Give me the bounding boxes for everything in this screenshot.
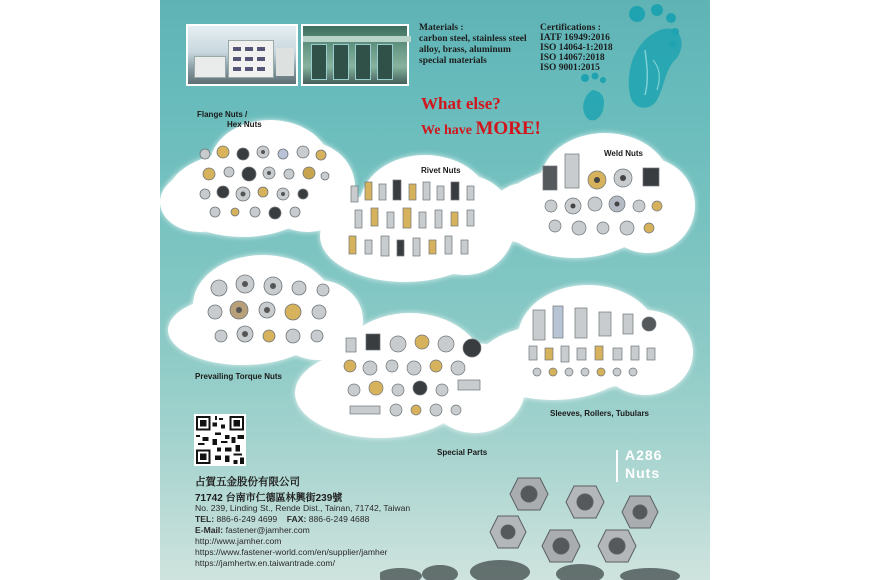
fastener-world-link[interactable]: https://www.fastener-world.com/en/supplier/jamher xyxy=(195,547,388,557)
sleeves-rollers-image xyxy=(525,302,665,387)
tel-label: TEL: xyxy=(195,514,215,524)
website-link[interactable]: http://www.jamher.com xyxy=(195,536,282,546)
label-flange-line2: Hex Nuts xyxy=(227,120,262,129)
label-weld-nuts: Weld Nuts xyxy=(604,149,643,158)
flange-nuts-image xyxy=(195,140,335,225)
label-special-parts: Special Parts xyxy=(437,448,488,457)
a286-line2: Nuts xyxy=(625,465,661,481)
materials-block xyxy=(419,23,537,67)
contact-email xyxy=(195,525,310,535)
footprint-logo-icon xyxy=(565,0,710,125)
taiwantrade-link[interactable]: https://jamhertw.en.taiwantrade.com/ xyxy=(195,558,335,568)
label-rivet-nuts: Rivet Nuts xyxy=(421,166,461,175)
factory-interior-photo xyxy=(301,24,409,86)
company-address-en: No. 239, Linding St., Rende Dist., Tainan, 71742, Taiwan xyxy=(195,503,411,513)
certification-item: ISO 14064-1:2018 xyxy=(540,43,613,53)
slogan-emphasis: MORE! xyxy=(475,118,541,139)
certification-item: ISO 9001:2015 xyxy=(540,63,600,73)
factory-building-photo xyxy=(186,24,298,86)
label-prevailing-torque-nuts: Prevailing Torque Nuts xyxy=(195,372,282,381)
company-address-cn: 71742 台南市仁德區林興街239號 xyxy=(195,493,343,504)
materials-heading: Materials : xyxy=(419,23,464,33)
qr-code-icon xyxy=(194,414,246,466)
weld-nuts-image xyxy=(535,150,670,242)
a286-line1: A286 xyxy=(625,447,663,463)
prevailing-torque-nuts-image xyxy=(205,272,340,354)
certification-item: ISO 14067:2018 xyxy=(540,53,605,63)
company-name: 占賀五金股份有限公司 xyxy=(195,476,300,488)
email-value[interactable]: fastener@jamher.com xyxy=(225,525,310,535)
label-flange-line1: Flange Nuts / xyxy=(197,110,248,119)
special-parts-image xyxy=(340,330,490,430)
fax-label: FAX: xyxy=(286,514,307,524)
certifications-heading: Certifications : xyxy=(540,23,601,33)
label-sleeves: Sleeves, Rollers, Tubulars xyxy=(550,409,650,418)
slogan-line-1: What else? xyxy=(421,94,501,113)
materials-line: carbon steel, stainless steel xyxy=(419,34,527,44)
materials-line: alloy, brass, aluminum xyxy=(419,45,511,55)
materials-line: special materials xyxy=(419,56,487,66)
email-label: E-Mail: xyxy=(195,525,224,535)
label-flange-nuts xyxy=(197,110,262,130)
certification-item: IATF 16949:2016 xyxy=(540,33,610,43)
catalog-page xyxy=(160,0,710,580)
rivet-nuts-image xyxy=(345,178,490,270)
tree-silhouette-decoration xyxy=(380,552,710,580)
tel-value: 886-6-249 4699 xyxy=(216,514,278,524)
slogan-prefix: We have xyxy=(421,123,476,138)
fax-value: 886-6-249 4688 xyxy=(308,514,370,524)
contact-phone-fax xyxy=(195,514,369,524)
